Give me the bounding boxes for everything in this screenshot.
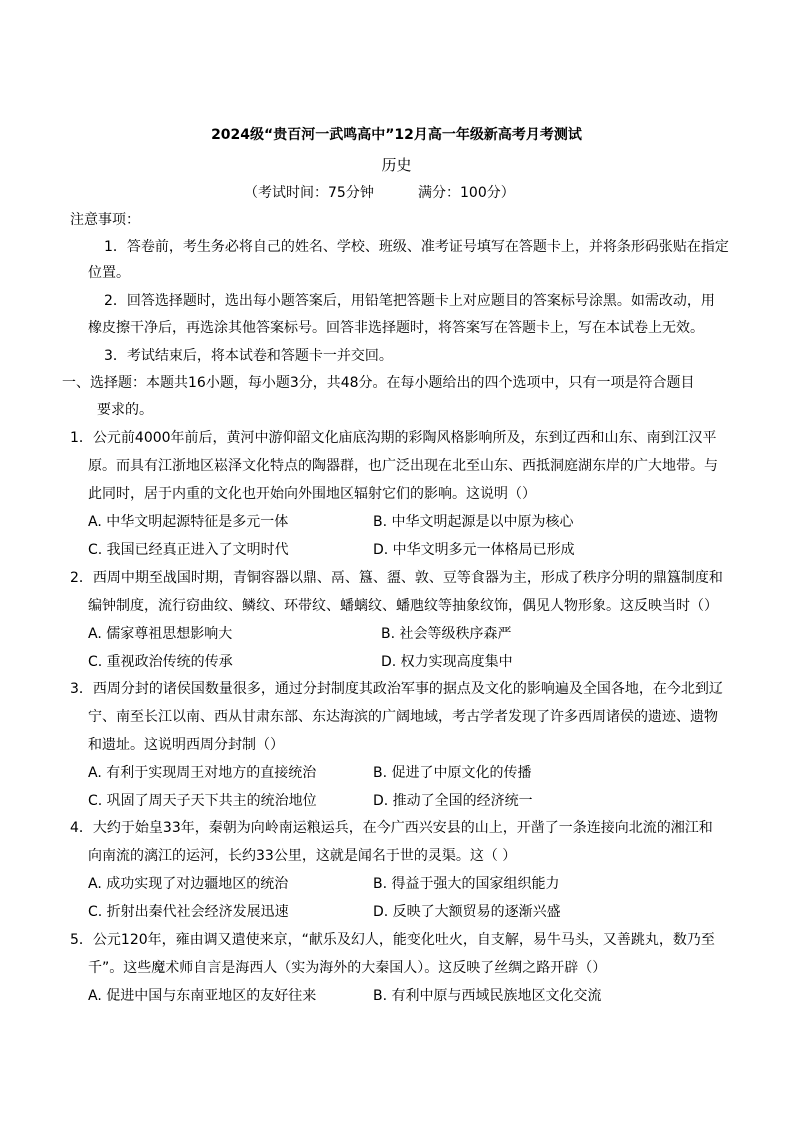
q4-option-a: A. 成功实现了对边疆地区的统治 bbox=[88, 876, 289, 892]
q4-option-b: B. 得益于强大的国家组织能力 bbox=[373, 876, 560, 892]
q3-option-c: C. 巩固了周天子天下共主的统治地位 bbox=[88, 793, 317, 809]
q4-option-d: D. 反映了大额贸易的逐渐兴盛 bbox=[373, 904, 561, 920]
q1-option-d: D. 中华文明多元一体格局已形成 bbox=[373, 542, 575, 558]
q3-option-a: A. 有利于实现周王对地方的直接统治 bbox=[88, 765, 317, 781]
exam-title: 2024级“贵百河一武鸣高中”12月高一年级新高考月考测试 bbox=[211, 127, 582, 143]
section-1-line-2: 要求的。 bbox=[97, 402, 153, 418]
note-2-line-1: 2．回答选择题时，选出每小题答案后，用铅笔把答题卡上对应题目的答案标号涂黑。如需改动，用 bbox=[104, 293, 715, 309]
q5-line-2: 千”。这些魔术师自言是海西人（实为海外的大秦国人）。这反映了丝绸之路开辟（） bbox=[88, 960, 607, 976]
note-1-line-1: 1．答卷前，考生务必将自己的姓名、学校、班级、准考证号填写在答题卡上，并将条形码张贴在指定 bbox=[104, 239, 729, 255]
q5-line-1: 5．公元120年，雍由调又遣使来京，“献乐及幻人，能变化吐火，自支解，易牛马头，又善跳丸，数乃至 bbox=[70, 932, 715, 948]
q5-option-b: B. 有利中原与西域民族地区文化交流 bbox=[373, 988, 602, 1004]
exam-time: （考试时间：75分钟 bbox=[244, 185, 374, 201]
q1-line-1: 1．公元前4000年前后，黄河中游仰韶文化庙底沟期的彩陶风格影响所及，东到辽西和山东、南到江汉平 bbox=[70, 430, 717, 446]
section-1-line-1: 一、选择题：本题共16小题，每小题3分，共48分。在每小题给出的四个选项中，只有一项是符合题目 bbox=[62, 375, 695, 391]
q1-option-b: B. 中华文明起源是以中原为核心 bbox=[373, 514, 574, 530]
q4-option-c: C. 折射出秦代社会经济发展迅速 bbox=[88, 904, 289, 920]
q1-line-2: 原。而具有江浙地区崧泽文化特点的陶器群，也广泛出现在北至山东、西抵洞庭湖东岸的广大地带。与 bbox=[88, 458, 718, 474]
q3-option-b: B. 促进了中原文化的传播 bbox=[373, 765, 532, 781]
note-3: 3．考试结束后，将本试卷和答题卡一并交回。 bbox=[104, 348, 393, 364]
q4-line-2: 向南流的漓江的运河，长约33公里，这就是闻名于世的灵渠。这（ ） bbox=[88, 848, 517, 864]
q3-line-3: 和遗址。这说明西周分封制（） bbox=[88, 737, 284, 753]
q2-line-1: 2．西周中期至战国时期，青铜容器以鼎、鬲、簋、盨、敦、豆等食器为主，形成了秩序分明的鼎簋制度和 bbox=[70, 570, 723, 586]
subject-title: 历史 bbox=[381, 156, 412, 174]
q2-option-b: B. 社会等级秩序森严 bbox=[381, 626, 512, 642]
q2-option-d: D. 权力实现高度集中 bbox=[381, 654, 513, 670]
note-2-line-2: 橡皮擦干净后，再选涂其他答案标号。回答非选择题时，将答案写在答题卡上，写在本试卷上无效。 bbox=[88, 320, 704, 336]
q2-option-a: A. 儒家尊祖思想影响大 bbox=[88, 626, 233, 642]
q3-line-2: 宁、南至长江以南、西从甘肃东部、东达海滨的广阔地域，考古学者发现了许多西周诸侯的遗迹、遗物 bbox=[88, 709, 718, 725]
q3-option-d: D. 推动了全国的经济统一 bbox=[373, 793, 533, 809]
note-1-line-2: 位置。 bbox=[88, 265, 130, 281]
q3-line-1: 3．西周分封的诸侯国数量很多，通过分封制度其政治军事的据点及文化的影响遍及全国各地，在今北到辽 bbox=[70, 681, 723, 697]
q1-option-c: C. 我国已经真正进入了文明时代 bbox=[88, 542, 289, 558]
q1-option-a: A. 中华文明起源特征是多元一体 bbox=[88, 514, 289, 530]
q5-option-a: A. 促进中国与东南亚地区的友好往来 bbox=[88, 988, 317, 1004]
q1-line-3: 此同时，居于内重的文化也开始向外围地区辐射它们的影响。这说明（） bbox=[88, 486, 536, 502]
q4-line-1: 4．大约于始皇33年，秦朝为向岭南运粮运兵，在今广西兴安县的山上，开凿了一条连接向北流的湘江和 bbox=[70, 820, 713, 836]
notes-heading: 注意事项： bbox=[70, 212, 140, 228]
q2-line-2: 编钟制度，流行窃曲纹、鳞纹、环带纹、蟠螭纹、蟠虺纹等抽象纹饰，偶见人物形象。这反映当时（） bbox=[88, 598, 718, 614]
full-score: 满分：100分） bbox=[418, 185, 515, 201]
q2-option-c: C. 重视政治传统的传承 bbox=[88, 654, 233, 670]
